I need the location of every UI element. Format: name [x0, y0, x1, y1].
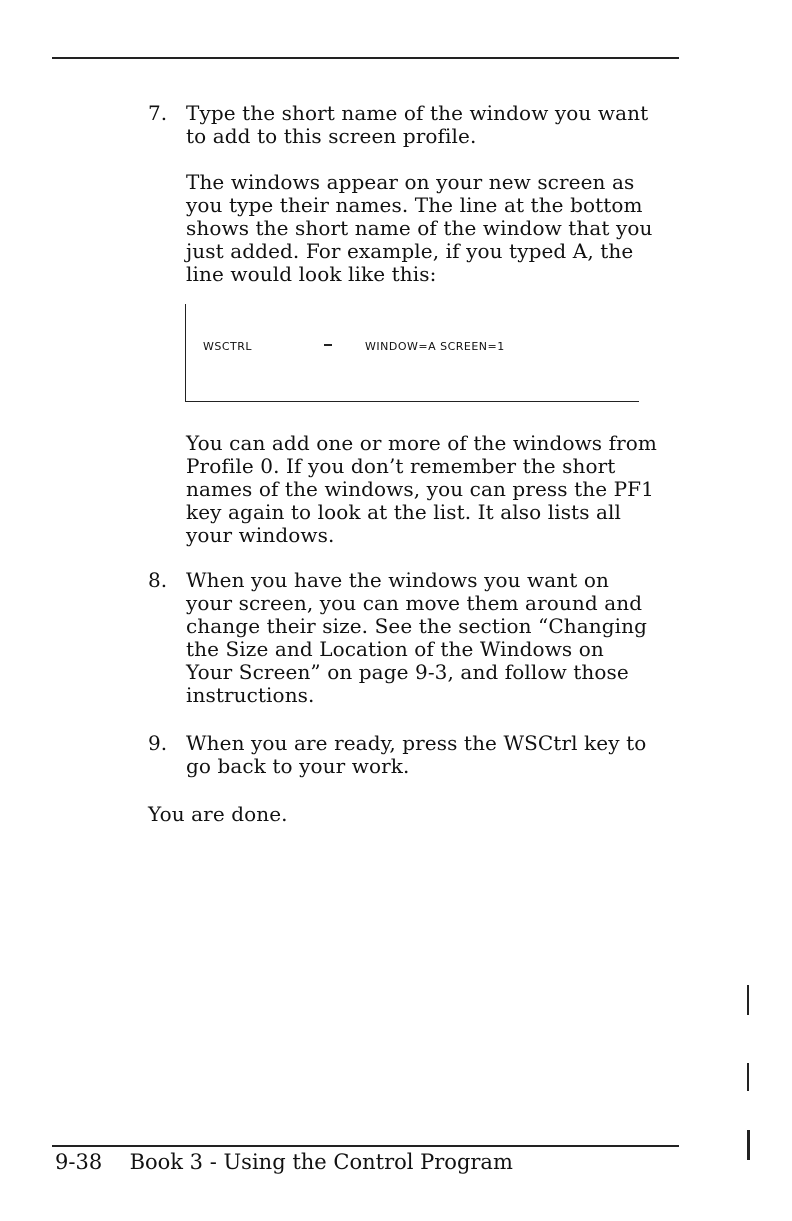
text-line: key again to look at the list. It also lists all — [186, 500, 622, 524]
closing-text: You are done. — [148, 802, 288, 826]
step-8-text — [186, 569, 647, 707]
bottom-rule — [52, 1145, 679, 1147]
margin-change-bar — [747, 985, 749, 1015]
page-footer — [55, 1149, 513, 1175]
text-line: your screen, you can move them around and — [186, 591, 643, 615]
text-line: change their size. See the section “Changing — [186, 614, 648, 638]
step-8-number: 8. — [148, 568, 168, 592]
cursor-underscore — [324, 344, 332, 346]
top-rule — [52, 57, 679, 59]
margin-change-bar — [747, 1130, 750, 1160]
step-7-after — [186, 432, 657, 547]
text-line: line would look like this: — [186, 262, 437, 286]
step-9-number: 9. — [148, 731, 168, 755]
step-9-text — [186, 732, 646, 778]
step-7-detail — [186, 171, 653, 286]
step-7-number: 7. — [148, 101, 168, 125]
text-line: Type the short name of the window you want — [186, 101, 649, 125]
screen-status-line: WINDOW=A SCREEN=1 — [365, 340, 505, 353]
text-line: to add to this screen profile. — [186, 124, 477, 148]
text-line: instructions. — [186, 683, 315, 707]
footer-page-number: 9-38 — [55, 1150, 103, 1174]
text-line: names of the windows, you can press the PF1 — [186, 477, 654, 501]
footer-book-title: Book 3 - Using the Control Program — [129, 1150, 513, 1174]
screen-wsctrl-label: WSCTRL — [203, 340, 253, 353]
text-line: You can add one or more of the windows from — [186, 431, 657, 455]
step-7-text — [186, 102, 648, 148]
margin-change-bar — [747, 1063, 749, 1091]
text-line: Profile 0. If you don’t remember the short — [186, 454, 616, 478]
text-line: shows the short name of the window that you — [186, 216, 653, 240]
text-line: the Size and Location of the Windows on — [186, 637, 604, 661]
text-line: When you have the windows you want on — [186, 568, 609, 592]
text-line: Your Screen” on page 9-3, and follow those — [186, 660, 629, 684]
text-line: your windows. — [186, 523, 335, 547]
text-line: When you are ready, press the WSCtrl key to — [186, 731, 647, 755]
text-line: The windows appear on your new screen as — [186, 170, 635, 194]
text-line: you type their names. The line at the bottom — [186, 193, 643, 217]
screen-example-box — [185, 304, 639, 402]
text-line: go back to your work. — [186, 754, 410, 778]
text-line: just added. For example, if you typed A, the — [186, 239, 634, 263]
